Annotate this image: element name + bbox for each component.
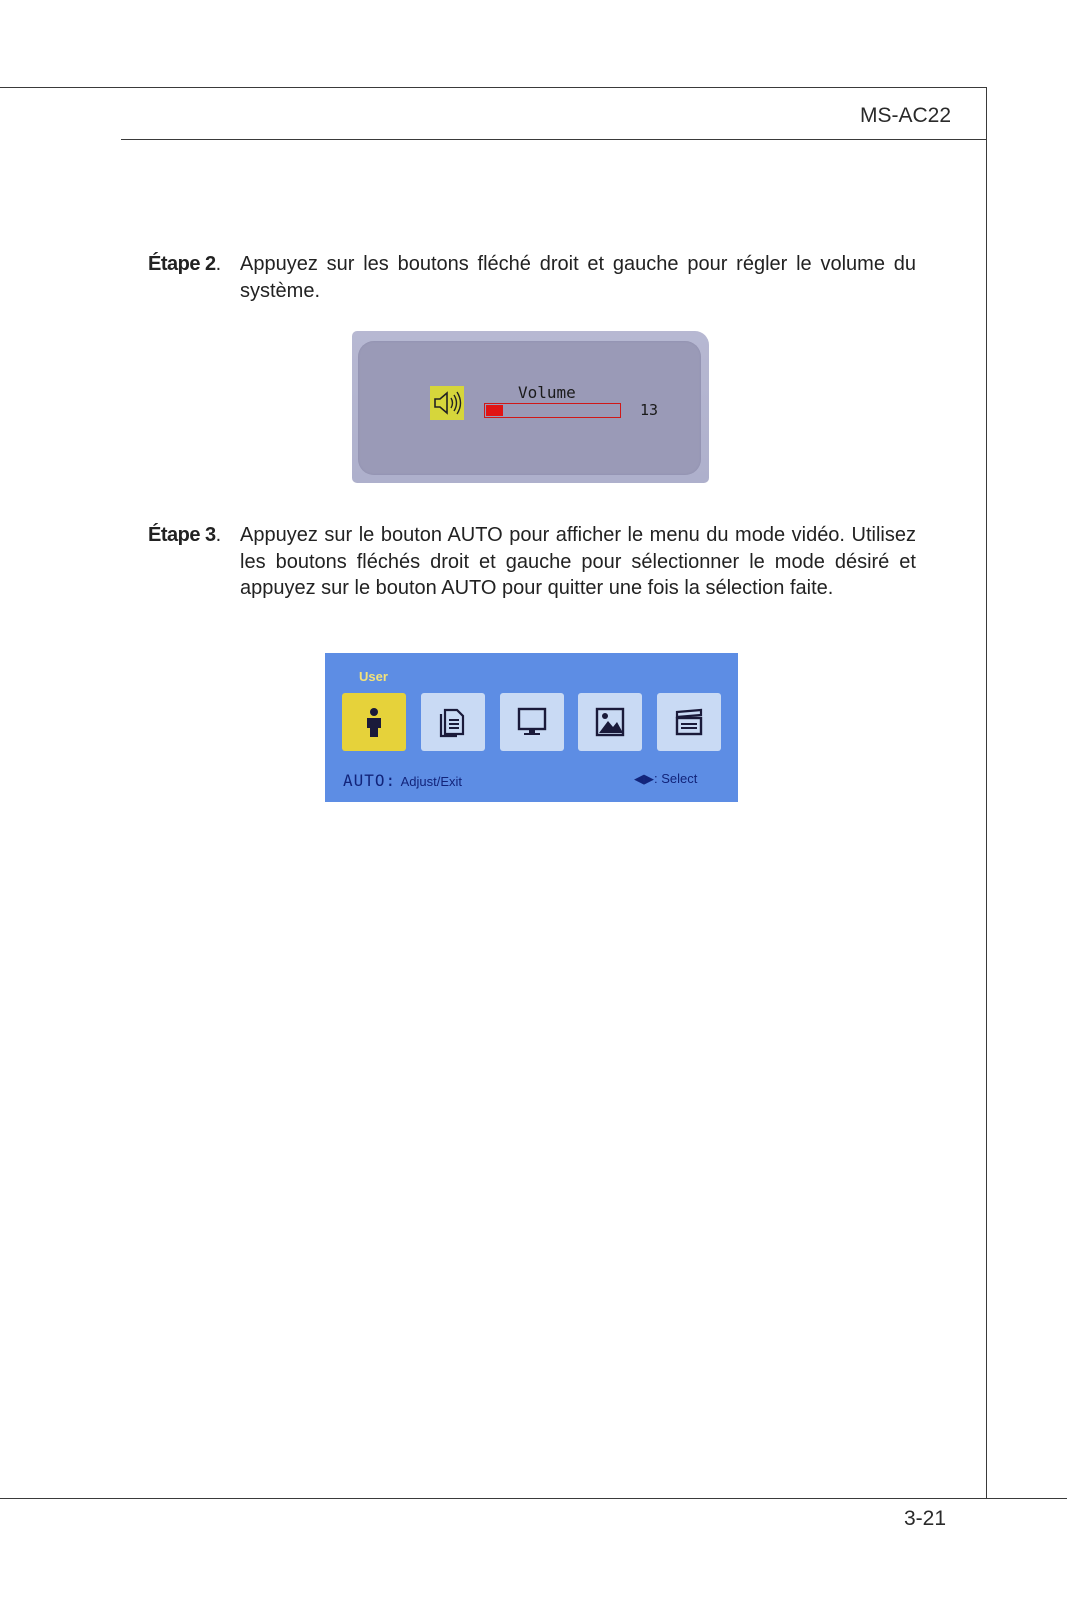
header-rule	[121, 139, 987, 140]
auto-hint-action: Adjust/Exit	[400, 774, 463, 789]
select-hint-action: Select	[661, 771, 698, 786]
page-bottom-rule	[0, 1498, 1067, 1499]
volume-label: Volume	[518, 383, 576, 402]
mode-movie	[657, 693, 721, 751]
mode-text	[421, 693, 485, 751]
auto-hint-key: AUTO:	[343, 771, 397, 790]
page-number: 3-21	[903, 1507, 946, 1530]
picture-icon	[594, 706, 626, 738]
mode-user	[342, 693, 406, 751]
volume-osd-panel	[358, 341, 701, 475]
step-text: Appuyez sur le bouton AUTO pour afficher le menu du mode vidéo. Utilisez les boutons fléchés droit et gauche pour sélectionner le mode désiré et appuyez sur le bouton AUTO pour quitter une fois la sélection faite.	[240, 524, 916, 599]
arrow-keys-icon: ◀▶:	[634, 771, 658, 786]
page-right-rule	[986, 87, 987, 1499]
volume-bar	[484, 403, 621, 418]
volume-bar-fill	[486, 405, 503, 416]
person-icon	[358, 706, 390, 738]
mode-title: User	[359, 669, 388, 684]
step-label: Étape 2.	[148, 253, 222, 275]
step-label: Étape 3.	[148, 524, 222, 546]
page-top-rule	[0, 87, 987, 88]
volume-value: 13	[640, 401, 659, 419]
step-3	[148, 522, 916, 602]
step-2	[148, 251, 916, 304]
video-mode-osd-screenshot	[325, 653, 738, 802]
select-hint	[634, 771, 697, 787]
auto-hint	[343, 771, 462, 791]
step-text: Appuyez sur les boutons fléché droit et gauche pour régler le volume du système.	[240, 253, 916, 302]
clapperboard-icon	[673, 706, 705, 738]
model-number: MS-AC22	[859, 104, 951, 127]
speaker-icon	[430, 386, 464, 420]
mode-photo	[578, 693, 642, 751]
mode-internet	[500, 693, 564, 751]
volume-osd-screenshot	[352, 331, 709, 483]
document-icon	[437, 706, 469, 738]
monitor-icon	[516, 706, 548, 738]
